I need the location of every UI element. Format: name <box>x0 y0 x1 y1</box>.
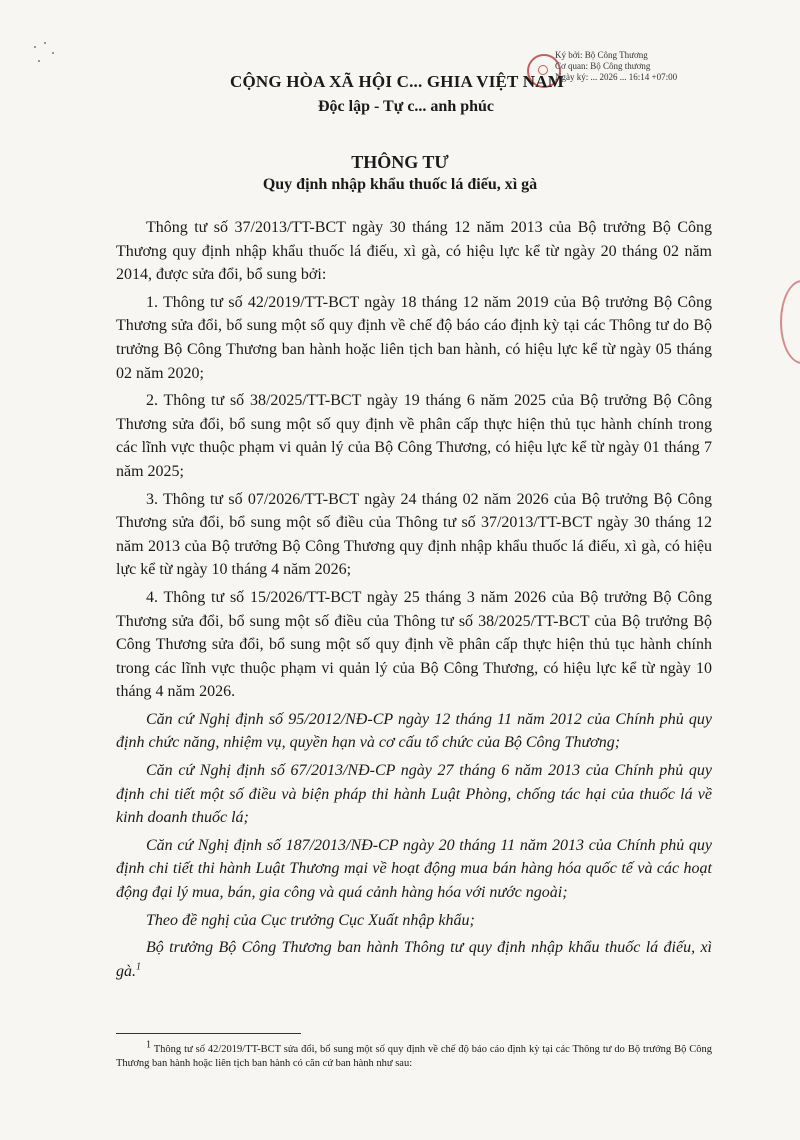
closing-text: Bộ trưởng Bộ Công Thương ban hành Thông tư quy định nhập khẩu thuốc lá điếu, xì gà. <box>116 939 712 980</box>
legal-basis: Căn cứ Nghị định số 187/2013/NĐ-CP ngày 20 tháng 11 năm 2013 của Chính phủ quy định chi tiết thi hành Luật Thương mại về hoạt động mua bán hàng hóa quốc tế và các hoạt động đại lý mua, bán, gia công và quá cảnh hàng hóa với nước ngoài; <box>116 836 712 902</box>
document-subtitle: Quy định nhập khẩu thuốc lá điếu, xì gà <box>262 176 538 193</box>
legal-basis: Căn cứ Nghị định số 95/2012/NĐ-CP ngày 12 tháng 11 năm 2012 của Chính phủ quy định chức năng, nhiệm vụ, quyền hạn và cơ cấu tổ chức của Bộ Công Thương; <box>116 710 712 752</box>
footnote <box>116 1039 713 1071</box>
proposal-line: Theo đề nghị của Cục trưởng Cục Xuất nhập khẩu; <box>146 911 475 929</box>
footnote-text: Thông tư số 42/2019/TT-BCT sửa đổi, bổ sung một số quy định về chế độ báo cáo định kỳ tại các Thông tư do Bộ trưởng Bộ Công Thương ban hành hoặc liên tịch ban hành có căn cứ ban hành như sau: <box>116 1044 713 1069</box>
national-header <box>0 72 800 116</box>
stamp-icon <box>780 280 800 364</box>
footnote-number: 1 <box>146 1039 151 1051</box>
signature-signer: Ký bởi: Bộ Công Thương <box>555 50 648 60</box>
document-type: THÔNG TƯ <box>351 152 449 172</box>
amendment-item: 3. Thông tư số 07/2026/TT-BCT ngày 24 tháng 02 năm 2026 của Bộ trưởng Bộ Công Thương sửa đổi, bổ sung một số điều của Thông tư số 37/2013/TT-BCT ngày 30 tháng 12 năm 2013 của Bộ trưởng Bộ Công Thương quy định nhập khẩu thuốc lá điếu, xì gà, có hiệu lực kể từ ngày 10 tháng 4 năm 2026; <box>116 490 712 579</box>
footnote-ref[interactable]: 1 <box>136 961 141 973</box>
footnote-divider <box>116 1033 301 1034</box>
nation-name: CỘNG HÒA XÃ HỘI C... GHIA VIỆT NAM <box>230 72 564 91</box>
scan-specks <box>30 40 70 70</box>
intro-paragraph: Thông tư số 37/2013/TT-BCT ngày 30 tháng 12 năm 2013 của Bộ trưởng Bộ Công Thương quy định nhập khẩu thuốc lá điếu, xì gà, có hiệu lực kể từ ngày 20 tháng 02 năm 2014, được sửa đổi, bổ sung bởi: <box>116 219 712 284</box>
signature-date: Ngày ký: ... 2026 ... 16:14 +07:00 <box>555 72 678 82</box>
document-body <box>116 216 712 987</box>
national-motto: Độc lập - Tự c... anh phúc <box>318 98 495 115</box>
signature-agency: Cơ quan: Bộ Công thương <box>555 61 651 71</box>
amendment-item: 2. Thông tư số 38/2025/TT-BCT ngày 19 tháng 6 năm 2025 của Bộ trưởng Bộ Công Thương sửa đổi, bổ sung một số quy định về phân cấp thực hiện thủ tục hành chính trong các lĩnh vực thuộc phạm vi quản lý của Bộ Công Thương, có hiệu lực kể từ ngày 01 tháng 7 năm 2025; <box>116 392 712 480</box>
legal-basis: Căn cứ Nghị định số 67/2013/NĐ-CP ngày 27 tháng 6 năm 2013 của Chính phủ quy định chi tiết một số điều và biện pháp thi hành Luật Phòng, chống tác hại của thuốc lá về kinh doanh thuốc lá; <box>116 762 712 827</box>
amendment-item: 1. Thông tư số 42/2019/TT-BCT ngày 18 tháng 12 năm 2019 của Bộ trưởng Bộ Công Thương sửa đổi, bổ sung một số quy định về chế độ báo cáo định kỳ tại các Thông tư do Bộ trưởng Bộ Công Thương ban hành hoặc liên tịch ban hành, có hiệu lực kể từ ngày 05 tháng 02 năm 2020; <box>116 293 712 382</box>
amendment-item: 4. Thông tư số 15/2026/TT-BCT ngày 25 tháng 3 năm 2026 của Bộ trưởng Bộ Công Thương sửa đổi, bổ sung một số điều của Thông tư số 38/2025/TT-BCT của Bộ trưởng Bộ Công Thương sửa đổi, bổ sung một số quy định về phân cấp thực hiện thủ tục hành chính trong các lĩnh vực thuộc phạm vi quản lý của Bộ Công Thương, có hiệu lực kể từ ngày 10 tháng 4 năm 2026. <box>116 588 712 701</box>
closing-line <box>116 936 712 983</box>
